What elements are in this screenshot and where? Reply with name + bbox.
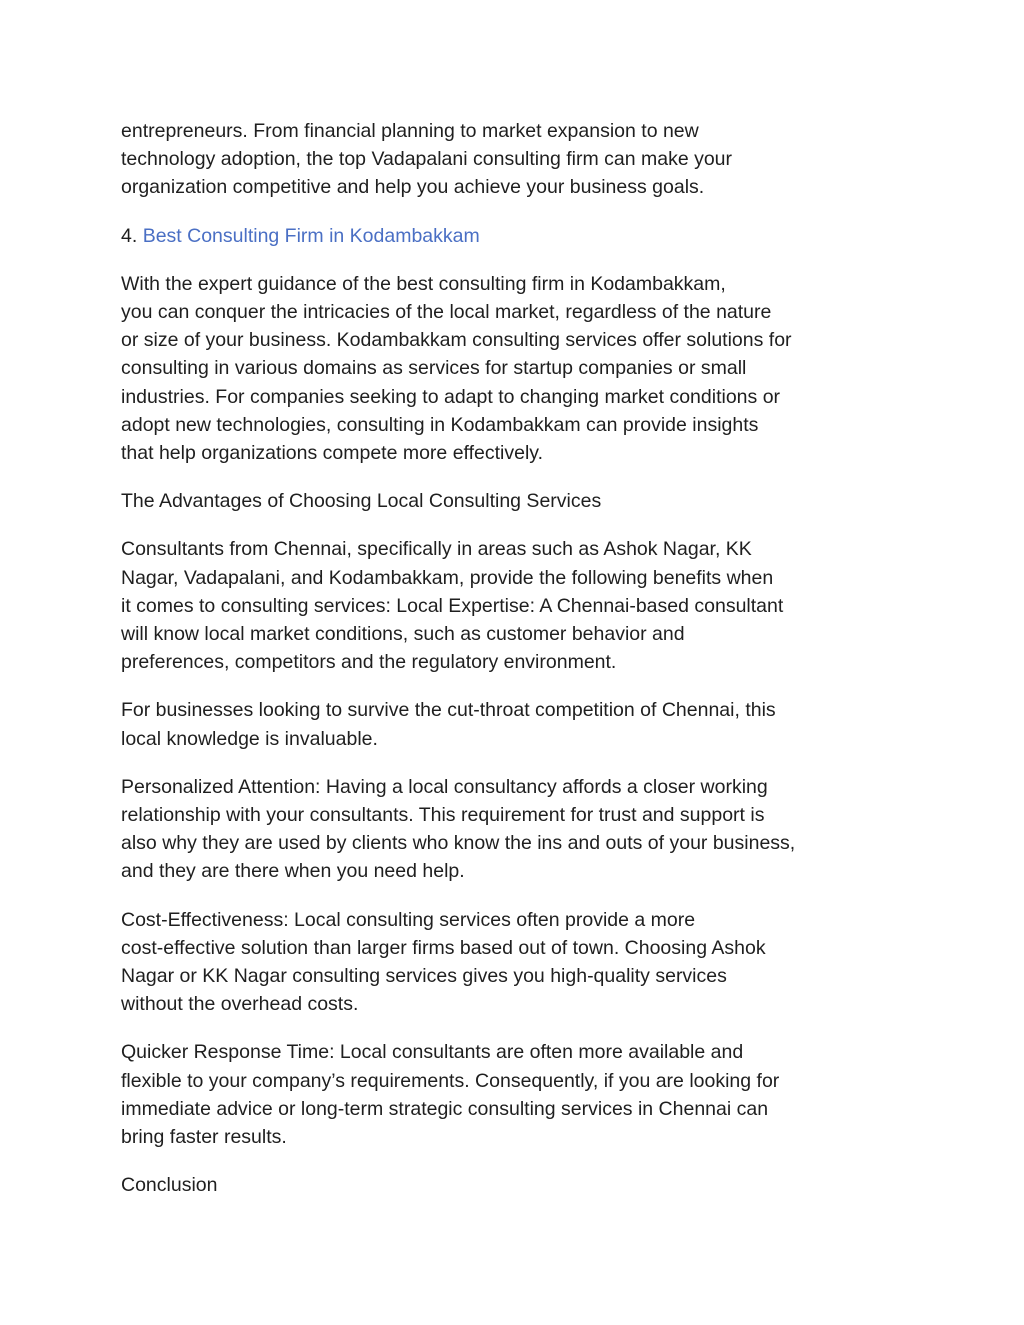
- text-line: will know local market conditions, such as customer behavior and: [121, 623, 685, 646]
- text-line: Quicker Response Time: Local consultants are often more available and: [121, 1041, 744, 1064]
- text-line: technology adoption, the top Vadapalani consulting firm can make your: [121, 148, 733, 171]
- section-heading-kodambakkam: [121, 222, 911, 250]
- text-line: entrepreneurs. From financial planning to market expansion to new: [121, 120, 699, 142]
- businesses-paragraph: [121, 696, 911, 752]
- cost-effectiveness-paragraph: [121, 906, 911, 1019]
- text-line: or size of your business. Kodambakkam consulting services offer solutions for: [121, 329, 792, 352]
- text-line: cost-effective solution than larger firms based out of town. Choosing Ashok: [121, 936, 766, 959]
- text-line: Cost-Effectiveness: Local consulting services often provide a more: [121, 908, 696, 931]
- text-line: also why they are used by clients who know the ins and outs of your business,: [121, 832, 796, 855]
- heading-text: The Advantages of Choosing Local Consulting Services: [121, 490, 602, 513]
- text-line: relationship with your consultants. This requirement for trust and support is: [121, 804, 765, 827]
- text-line: you can conquer the intricacies of the local market, regardless of the nature: [121, 301, 772, 324]
- text-line: and they are there when you need help.: [121, 860, 465, 883]
- text-line: Nagar or KK Nagar consulting services gives you high-quality services: [121, 965, 727, 988]
- text-line: local knowledge is invaluable.: [121, 727, 378, 750]
- text-line: without the overhead costs.: [121, 993, 359, 1016]
- text-line: With the expert guidance of the best consulting firm in Kodambakkam,: [121, 272, 726, 295]
- conclusion-heading: [121, 1171, 911, 1199]
- text-line: Personalized Attention: Having a local consultancy affords a closer working: [121, 775, 768, 798]
- response-time-paragraph: [121, 1038, 911, 1151]
- text-line: immediate advice or long-term strategic consulting services in Chennai can: [121, 1097, 769, 1120]
- text-line: flexible to your company’s requirements. Consequently, if you are looking for: [121, 1069, 780, 1092]
- text-line: For businesses looking to survive the cut-throat competition of Chennai, this: [121, 699, 776, 722]
- text-line: preferences, competitors and the regulatory environment.: [121, 651, 617, 674]
- text-line: Nagar, Vadapalani, and Kodambakkam, provide the following benefits when: [121, 566, 774, 589]
- text-line: consulting in various domains as services for startup companies or small: [121, 357, 747, 380]
- personalized-attention-paragraph: [121, 773, 911, 886]
- text-line: bring faster results.: [121, 1126, 287, 1149]
- text-line: organization competitive and help you achieve your business goals.: [121, 176, 705, 199]
- advantages-heading: [121, 487, 911, 515]
- text-line: Consultants from Chennai, specifically in areas such as Ashok Nagar, KK: [121, 538, 752, 561]
- heading-text: Conclusion: [121, 1174, 218, 1197]
- text-line: that help organizations compete more effectively.: [121, 442, 544, 465]
- intro-paragraph: [121, 117, 911, 202]
- text-line: industries. For companies seeking to adapt to changing market conditions or: [121, 385, 781, 408]
- consultants-paragraph: [121, 535, 911, 676]
- kodambakkam-firm-link[interactable]: Best Consulting Firm in Kodambakkam: [142, 224, 480, 247]
- document-body: [121, 117, 911, 1220]
- section-number: 4.: [121, 224, 143, 247]
- text-line: it comes to consulting services: Local Expertise: A Chennai-based consultant: [121, 594, 784, 617]
- text-line: adopt new technologies, consulting in Kodambakkam can provide insights: [121, 413, 759, 436]
- kodambakkam-paragraph: [121, 270, 911, 467]
- section-heading-line: [121, 222, 911, 250]
